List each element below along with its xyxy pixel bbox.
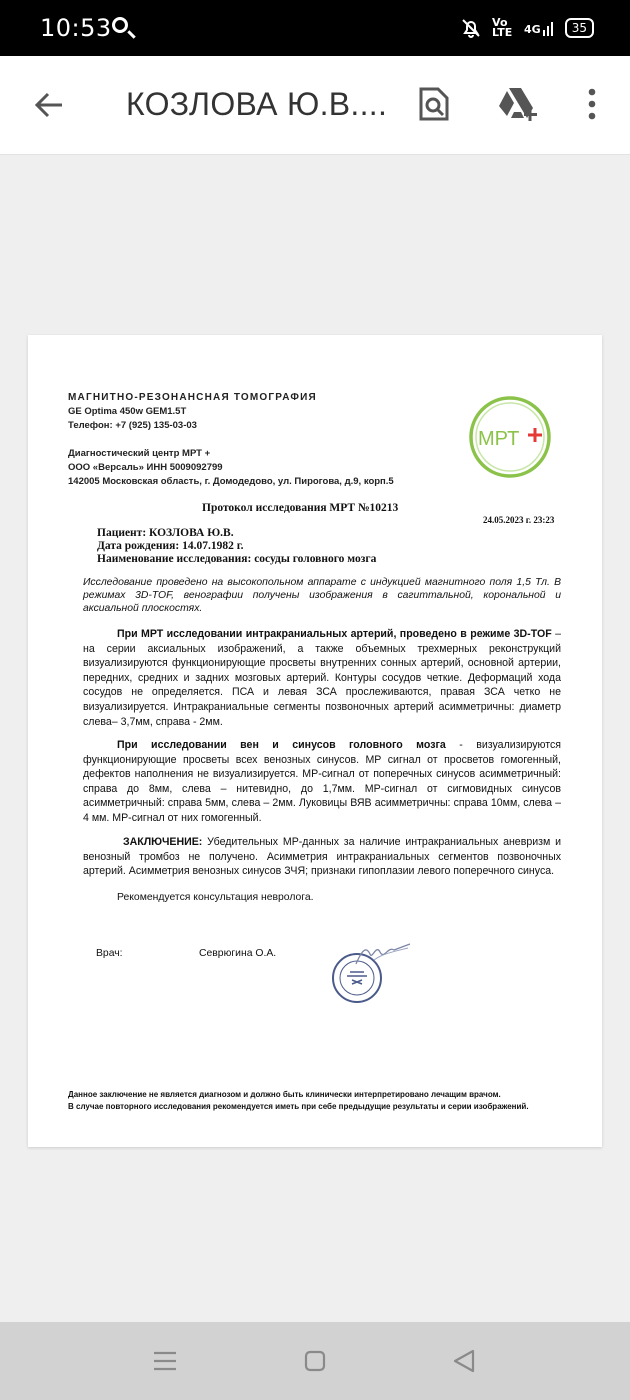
arteries-lead: При МРТ исследовании интракраниальных артерий, проведено в режиме 3D-TOF [117,628,552,640]
conclusion-lead: ЗАКЛЮЧЕНИЕ: [123,836,203,848]
recommendation: Рекомендуется консультация невролога. [117,892,314,903]
status-icons [460,16,594,40]
header-phone: Телефон: +7 (925) 135-03-03 [68,420,197,431]
document-title: КОЗЛОВА Ю.В.... [126,86,388,122]
doctor-label: Врач: [96,948,123,959]
stamp-signature-image [330,940,420,1010]
app-bar [0,56,630,155]
bell-off-icon [460,17,482,39]
veins-lead: При исследовании вен и синусов головного мозга [117,739,446,751]
volte-label: Vo LTE [492,16,513,39]
signal-icon [524,20,555,36]
disclaimer-line-1: Данное заключение не является диагнозом и должно быть клинически интерпретировано лечащим врачом. [68,1090,501,1099]
header-company: ООО «Версаль» ИНН 5009092799 [68,462,223,473]
drive-add-icon[interactable] [497,86,539,122]
conclusion-text: Убедительных МР-данных за наличие интракраниальных аневризм и венозный тромбоз не получено. Асимметрия интракраниальных сегментов позвоночных артерий. Асимметрия венозных синусов ЗЧЯ; признаки гипоплазии левого поперечного синуса. [83,836,561,878]
signal-label: 4G [524,23,541,36]
header-title: МАГНИТНО-РЕЗОНАНСНАЯ ТОМОГРАФИЯ [68,392,317,403]
study-name: Наименование исследования: сосуды головного мозга [97,553,377,565]
home-icon[interactable] [304,1350,326,1372]
status-time: 10:53 [40,14,112,42]
arteries-text: – на серии аксиальных изображений, а также объемных трехмерных реконструкций визуализируются функционирующие просветы внутренних сонных артерий, основной артерии, передних, средних и задних мозговых артерий. Контуры сосудов четкие. Деформаций хода сосудов не определяется. ПСА и левая ЗСА прослеживаются, правая ЗСА четко не визуализируется. Интракраниальные сегменты позвоночных артерий асимметричны: диаметр слева– 3,7мм, справа - 2мм. [83,628,561,728]
arrow-back-icon[interactable] [34,90,64,120]
search-icon [112,17,128,33]
status-bar [0,0,630,56]
header-address: 142005 Московская область, г. Домодедово, ул. Пирогова, д.9, корп.5 [68,476,394,487]
disclaimer-line-2: В случае повторного исследования рекомендуется иметь при себе предыдущие результаты и серии изображений. [68,1102,529,1111]
veins-paragraph [83,738,561,826]
protocol-datetime: 24.05.2023 г. 23:23 [483,515,555,525]
logo-text: МРТ [478,428,520,450]
header-device: GE Optima 450w GEM1.5T [68,406,187,417]
recent-apps-icon[interactable] [153,1350,177,1372]
veins-text: - визуализируются функционирующие просветы всех венозных синусов. МР сигнал от просветов гомогенный, дефектов наполнения не визуализируется. МР-сигнал от поперечных синусов асимметричный: справа до 8мм, слева – нитевидно, до 1,7мм. МР-сигнал от сигмовидных синусов асимметричный: справа 5мм, слева – 2мм. Луковицы ВЯВ асимметричны: справа 10мм, слева – 4 мм. МР-сигнал от них гомогенный. [83,739,561,824]
birth-date: Дата рождения: 14.07.1982 г. [97,540,244,552]
more-vert-icon[interactable] [586,88,598,120]
patient-name: Пациент: КОЗЛОВА Ю.В. [97,527,234,539]
arteries-paragraph [83,627,561,729]
back-triangle-icon[interactable] [452,1349,476,1373]
doctor-name: Севрюгина О.А. [199,948,277,959]
mrt-plus-logo [468,395,552,479]
conclusion-paragraph [83,835,561,879]
protocol-title: Протокол исследования МРТ №10213 [202,502,399,514]
study-intro: Исследование проведено на высокопольном аппарате с индукцией магнитного поля 1,5 Тл. В режимах 3D-TOF, венографии получены изображения в сагиттальной, корональной и аксиальной плоскостях. [83,577,561,614]
battery-indicator: 35 [565,18,594,38]
navigation-bar [0,1322,630,1400]
find-in-document-icon[interactable] [418,86,450,122]
header-center: Диагностический центр МРТ + [68,448,211,459]
